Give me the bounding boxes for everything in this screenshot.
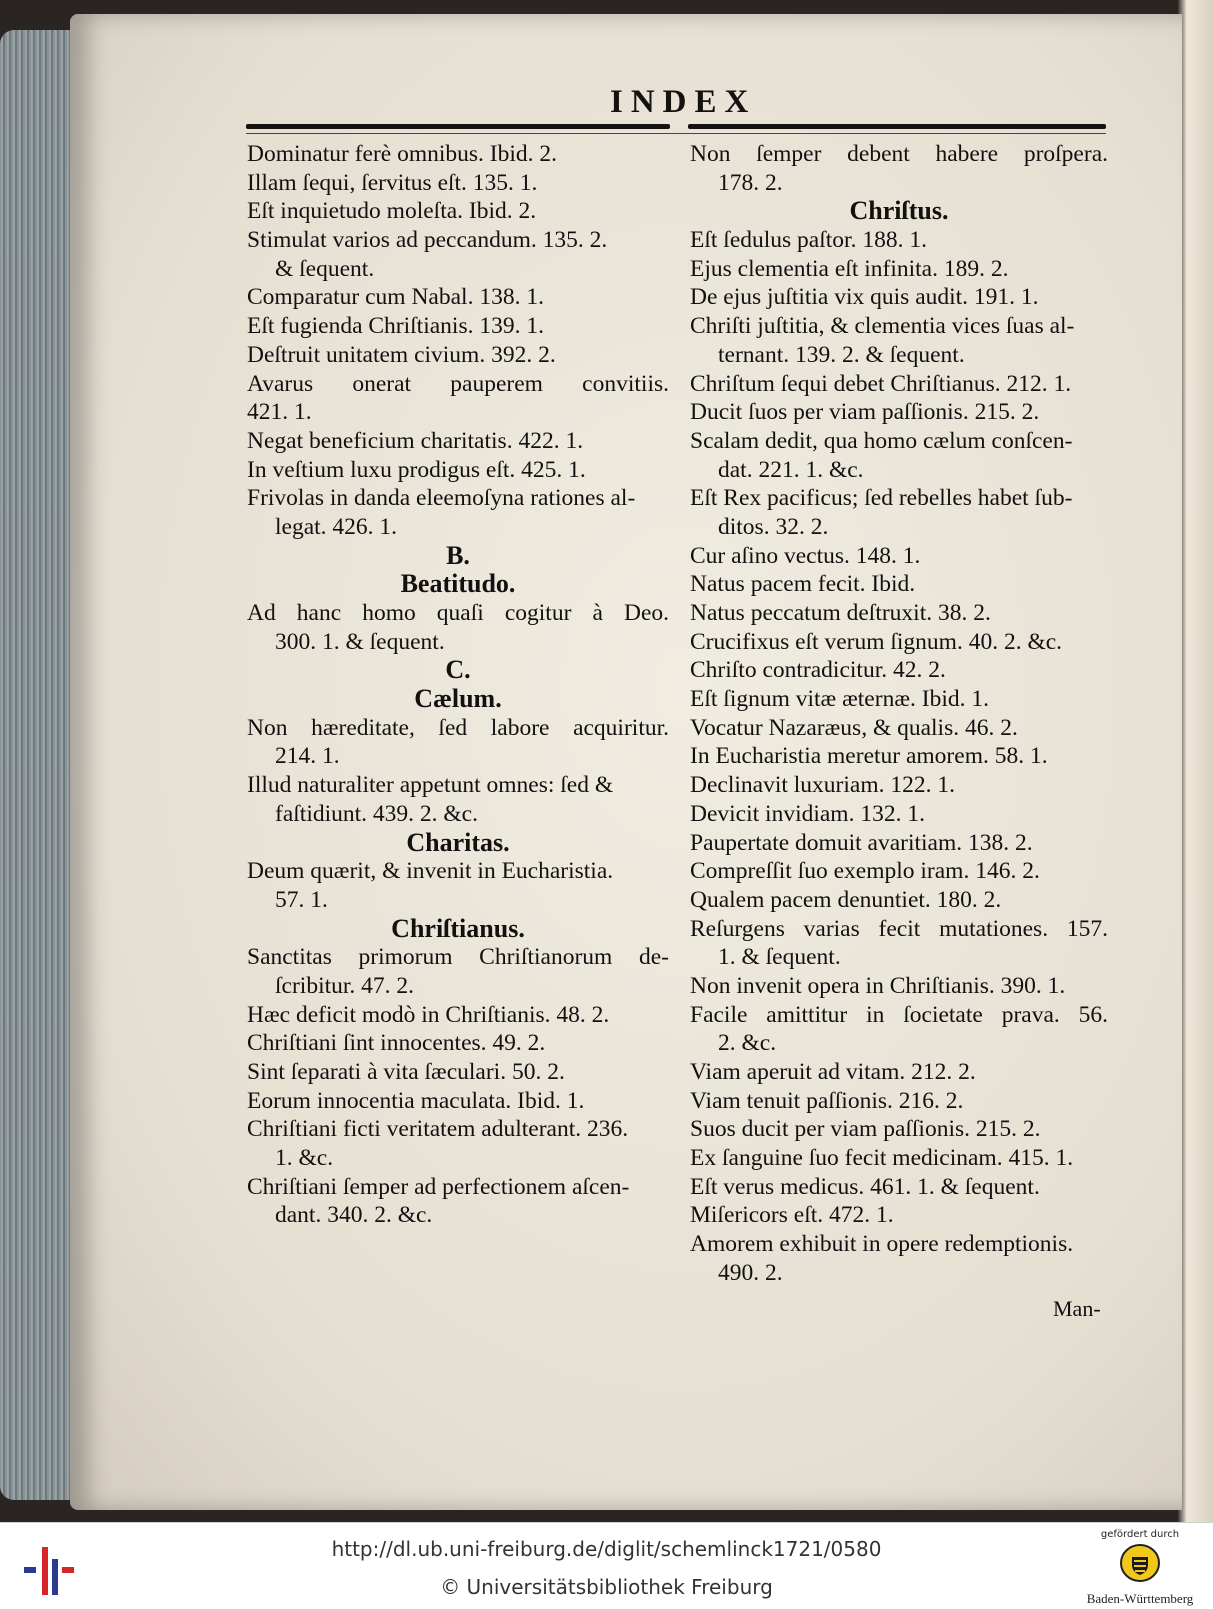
index-entry-line: Deum quærit, & invenit in Eucharistia. [247,858,614,885]
index-entry-line: De ejus juſtitia vix quis audit. 191. 1. [690,284,1039,311]
index-entry-line: Chriſti juſtitia, & clementia vices ſuas al- [690,313,1075,340]
index-entry-line: Hæc deficit modò in Chriſtianis. 48. 2. [247,1001,610,1028]
index-entry-line: dant. 340. 2. &c. [275,1202,433,1229]
index-entry-line: ditos. 32. 2. [718,513,829,540]
viewer-footer [0,1522,1213,1609]
index-heading: C. [445,656,471,685]
index-heading: Charitas. [406,828,510,857]
index-entry-line: 1. &c. [275,1145,334,1172]
index-entry-line: Vocatur Nazaræus, & qualis. 46. 2. [690,714,1018,741]
index-entry-line: dat. 221. 1. &c. [718,456,864,483]
index-entry-line: Miſericors eſt. 472. 1. [690,1202,894,1229]
index-heading: Cælum. [414,685,502,714]
footer-url-link[interactable]: http://dl.ub.uni-freiburg.de/diglit/schemlinck1721/0580 [331,1537,882,1561]
index-entry-line: Devicit invidiam. 132. 1. [690,800,925,827]
index-entry-line: Frivolas in danda eleemoſyna rationes al- [247,485,636,512]
index-entry-line: Eſt ſedulus paſtor. 188. 1. [690,227,927,254]
index-column-right [690,140,1108,1288]
index-entry-line: 1. & ſequent. [718,944,841,971]
index-entry-line: Sint ſeparati à vita ſæculari. 50. 2. [247,1059,565,1085]
index-entry-line: Chriſtum ſequi debet Chriſtianus. 212. 1. [690,370,1072,397]
index-entry-line: 300. 1. & ſequent. [275,628,445,655]
index-entry-line: Avarus onerat pauperem convitiis. [247,370,669,397]
index-entry-line: Eſt inquietudo moleſta. Ibid. 2. [247,198,537,225]
index-entry-line: Negat beneficium charitatis. 422. 1. [247,427,584,454]
index-heading: Chriſtus. [849,197,949,226]
index-entry-line: Paupertate domuit avaritiam. 138. 2. [690,829,1033,856]
index-entry-line: Reſurgens varias fecit mutationes. 157. [690,915,1108,942]
index-entry-line: Illam ſequi, ſervitus eſt. 135. 1. [247,169,538,196]
book-fore-edge [0,30,80,1500]
index-entry-line: Chriſto contradicitur. 42. 2. [690,657,946,684]
index-entry-line: In veſtium luxu prodigus eſt. 425. 1. [247,456,586,483]
index-heading: Chriſtianus. [391,914,525,943]
index-entry-line: faſtidiunt. 439. 2. &c. [275,800,478,827]
index-entry-line: Amorem exhibuit in opere redemptionis. [690,1231,1074,1258]
index-entry-line: Sanctitas primorum Chriſtianorum de- [247,944,669,971]
index-entry-line: Dominatur ferè omnibus. Ibid. 2. [247,141,558,167]
index-entry-line: Chriſtiani ficti veritatem adulterant. 236. [247,1116,629,1143]
index-entry-line: ſcribitur. 47. 2. [275,972,415,999]
index-entry-line: Ad hanc homo quaſi cogitur à Deo. [247,600,669,626]
index-entry-line: Stimulat varios ad peccandum. 135. 2. [247,227,608,254]
index-entry-line: Deſtruit unitatem civium. 392. 2. [247,341,556,368]
index-entry-line: 2. &c. [718,1030,777,1057]
index-entry-line: Eſt verus medicus. 461. 1. & ſequent. [690,1173,1040,1200]
running-head: INDEX [610,84,757,120]
index-entry-line: Ejus clementia eſt infinita. 189. 2. [690,255,1009,282]
index-entry-line: Ex ſanguine ſuo fecit medicinam. 415. 1. [690,1145,1074,1172]
index-entry-line: Non invenit opera in Chriſtianis. 390. 1. [690,972,1066,999]
index-entry-line: Natus pacem fecit. Ibid. [690,571,916,598]
index-entry-line: & ſequent. [275,255,375,282]
index-entry-line: Facile amittitur in ſocietate prava. 56. [690,1001,1108,1028]
index-entry-line: Compreſſit ſuo exemplo iram. 146. 2. [690,858,1040,885]
index-entry-line: Cur aſino vectus. 148. 1. [690,542,921,569]
index-entry-line: Natus peccatum deſtruxit. 38. 2. [690,600,991,626]
header-rule-thin [246,133,1106,134]
sponsor-block[interactable] [1080,1529,1200,1607]
index-entry-line: Scalam dedit, qua homo cælum conſcen- [690,427,1073,454]
index-entry-line: Chriſtiani ſemper ad perfectionem aſcen- [247,1173,630,1200]
index-entry-line: Illud naturaliter appetunt omnes: ſed & [247,772,614,799]
index-entry-line: Declinavit luxuriam. 122. 1. [690,772,955,799]
index-entry-line: Qualem pacem denuntiet. 180. 2. [690,886,1002,913]
index-entry-line: Non ſemper debent habere proſpera. [690,141,1108,167]
index-entry-line: Chriſtiani ſint innocentes. 49. 2. [247,1030,546,1057]
index-entry-line: Eorum innocentia maculata. Ibid. 1. [247,1087,585,1114]
index-entry-line: 57. 1. [275,886,328,913]
book-cover-edge [1178,0,1213,1522]
index-entry-line: legat. 426. 1. [275,513,398,540]
header-rule-right [688,124,1106,129]
index-entry-line: ternant. 139. 2. & ſequent. [718,341,965,368]
index-entry-line: In Eucharistia meretur amorem. 58. 1. [690,743,1048,770]
index-heading: B. [446,541,470,570]
baden-wuerttemberg-crest-icon [1119,1542,1161,1584]
index-heading: Beatitudo. [400,570,516,599]
footer-copyright: © Universitätsbibliothek Freiburg [440,1575,773,1599]
index-entry-line: Suos ducit per viam paſſionis. 215. 2. [690,1116,1041,1143]
sponsor-name: Baden-Württemberg [1086,1591,1194,1606]
header-rule-left [246,124,670,129]
index-entry-line: Non hæreditate, ſed labore acquiritur. [247,714,669,741]
index-entry-line: 178. 2. [718,169,783,196]
index-entry-line: Viam aperuit ad vitam. 212. 2. [690,1059,976,1085]
index-entry-line: Ducit ſuos per viam paſſionis. 215. 2. [690,399,1040,426]
index-entry-line: Comparatur cum Nabal. 138. 1. [247,284,544,311]
index-entry-line: Eſt ſignum vitæ æternæ. Ibid. 1. [690,686,989,713]
index-entry-line: Crucifixus eſt verum ſignum. 40. 2. &c. [690,628,1063,655]
index-column-left [247,140,669,1230]
sponsor-label: gefördert durch [1100,1529,1180,1540]
index-entry-line: Eſt Rex pacificus; ſed rebelles habet ſub- [690,485,1073,512]
index-entry-line: Viam tenuit paſſionis. 216. 2. [690,1087,964,1114]
index-entry-line: 490. 2. [718,1259,783,1286]
index-entry-line: 421. 1. [247,399,312,426]
index-entry-line: Eſt fugienda Chriſtianis. 139. 1. [247,313,544,340]
catchword: Man- [1053,1296,1101,1321]
index-entry-line: 214. 1. [275,743,340,770]
